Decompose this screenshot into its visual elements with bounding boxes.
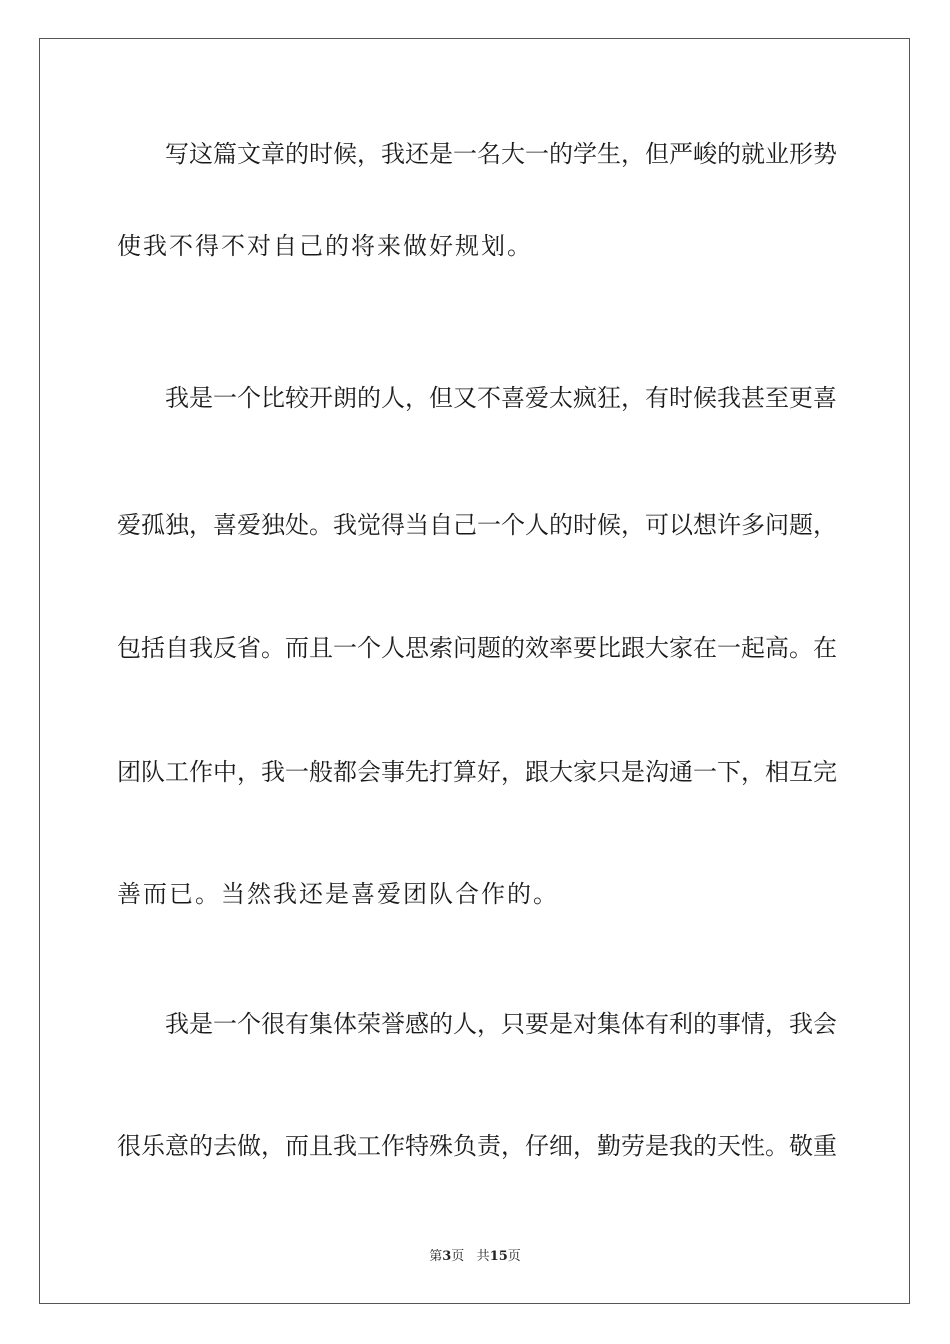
paragraph-2-line-5: 善而已。当然我还是喜爱团队合作的。 xyxy=(117,880,559,908)
paragraph-1-line-2: 使我不得不对自己的将来做好规划。 xyxy=(117,232,533,260)
total-prefix: 共 xyxy=(476,1249,490,1264)
page-suffix: 页 xyxy=(451,1249,465,1264)
paragraph-2-line-2: 爱孤独，喜爱独处。我觉得当自己一个人的时候，可以想许多问题， xyxy=(117,511,837,539)
total-suffix: 页 xyxy=(507,1249,521,1264)
footer-gap xyxy=(464,1249,476,1264)
current-page-number: 3 xyxy=(442,1249,452,1264)
paragraph-2-line-3: 包括自我反省。而且一个人思索问题的效率要比跟大家在一起高。在 xyxy=(117,634,837,662)
page-border xyxy=(39,38,910,1304)
paragraph-1-line-1: 写这篇文章的时候，我还是一名大一的学生，但严峻的就业形势 xyxy=(165,140,837,168)
page-footer xyxy=(0,1248,950,1266)
paragraph-2-line-1: 我是一个比较开朗的人，但又不喜爱太疯狂，有时候我甚至更喜 xyxy=(165,384,837,412)
paragraph-2-line-4: 团队工作中，我一般都会事先打算好，跟大家只是沟通一下，相互完 xyxy=(117,758,837,786)
total-page-count: 15 xyxy=(489,1249,508,1264)
paragraph-3-line-2: 很乐意的去做，而且我工作特殊负责，仔细，勤劳是我的天性。敬重 xyxy=(117,1132,837,1160)
paragraph-3-line-1: 我是一个很有集体荣誉感的人，只要是对集体有利的事情，我会 xyxy=(165,1010,837,1038)
page-prefix: 第 xyxy=(429,1249,443,1264)
